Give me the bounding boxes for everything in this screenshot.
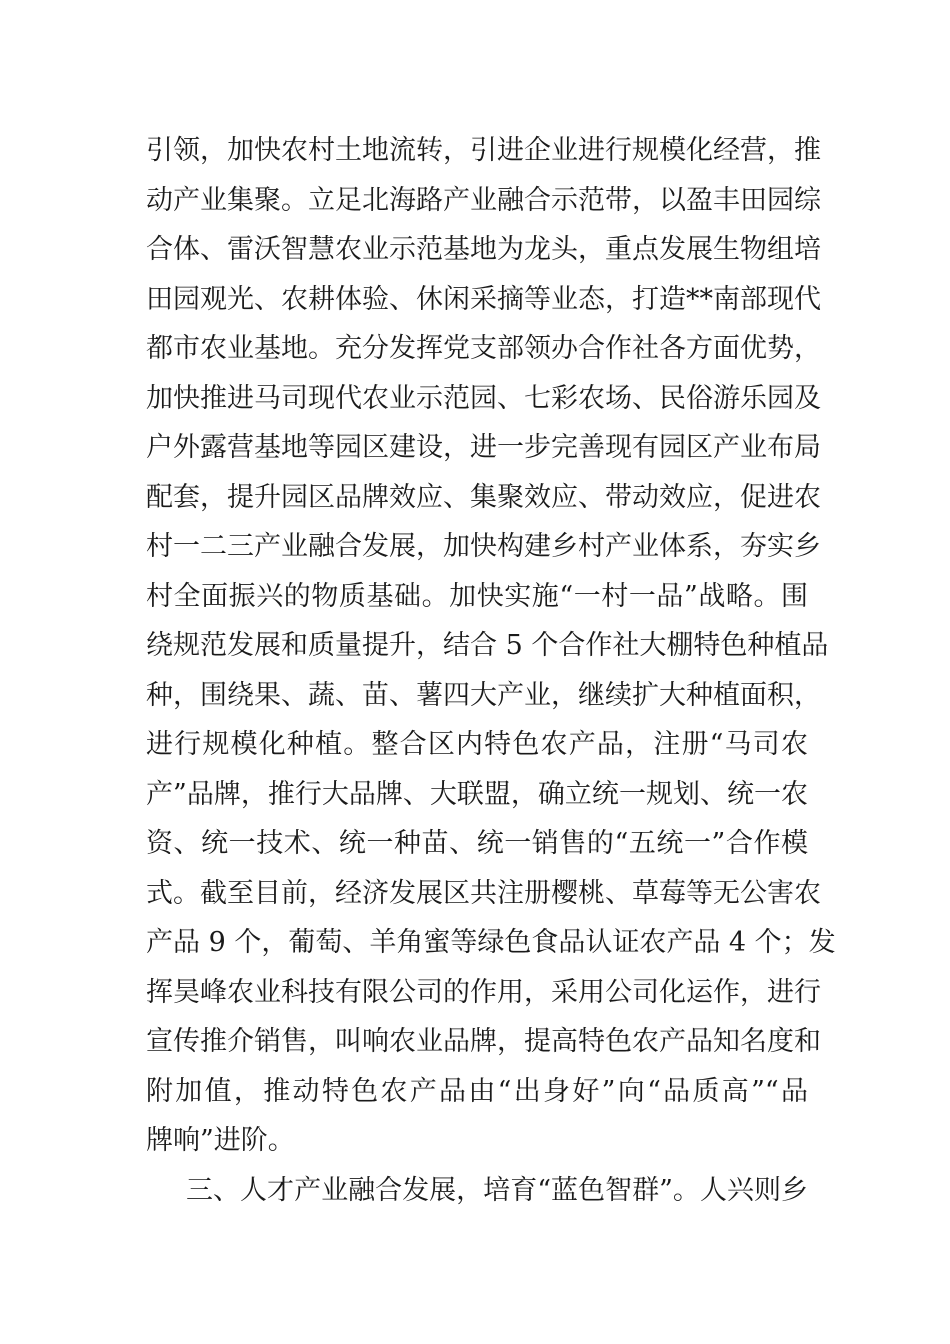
text-line: 种，围绕果、蔬、苗、薯四大产业，继续扩大种植面积， xyxy=(146,679,821,711)
text-line: 宣传推介销售，叫响农业品牌，提高特色农产品知名度和 xyxy=(146,1026,821,1057)
text-line: 引领，加快农村土地流转，引进企业进行规模化经营，推 xyxy=(146,135,821,166)
text-line: 产”品牌，推行大品牌、大联盟，确立统一规划、统一农 xyxy=(146,778,808,810)
text-line: 绕规范发展和质量提升，结合 5 个合作社大棚特色种植品 xyxy=(146,630,829,661)
text-line: 合体、雷沃智慧农业示范基地为龙头，重点发展生物组培 xyxy=(146,234,821,265)
section-heading-line: 三、人才产业融合发展，培育“蓝色智群”。人兴则乡 xyxy=(186,1174,808,1206)
text-line: 产品 9 个，葡萄、羊角蜜等绿色食品认证农产品 4 个；发 xyxy=(146,927,836,958)
text-line: 动产业集聚。立足北海路产业融合示范带，以盈丰田园综 xyxy=(146,184,821,216)
text-line: 牌响”进阶。 xyxy=(146,1125,295,1156)
text-line: 进行规模化种植。整合区内特色农产品，注册“马司农 xyxy=(146,729,808,760)
text-line: 加快推进马司现代农业示范园、七彩农场、民俗游乐园及 xyxy=(146,382,821,414)
text-line: 配套，提升园区品牌效应、集聚效应、带动效应，促进农 xyxy=(146,481,821,513)
text-line: 附加值，推动特色农产品由“出身好”向“品质高”“品 xyxy=(146,1075,808,1107)
text-line: 都市农业基地。充分发挥党支部领办合作社各方面优势， xyxy=(146,333,821,364)
text-line: 资、统一技术、统一种苗、统一销售的“五统一”合作模 xyxy=(146,828,808,859)
text-line: 田园观光、农耕体验、休闲采摘等业态，打造**南部现代 xyxy=(146,283,821,315)
text-line: 式。截至目前，经济发展区共注册樱桃、草莓等无公害农 xyxy=(146,877,821,909)
paragraph-2 xyxy=(146,1166,808,1216)
document-body xyxy=(146,126,836,1215)
text-line: 村全面振兴的物质基础。加快实施“一村一品”战略。围 xyxy=(146,580,808,612)
text-line: 挥昊峰农业科技有限公司的作用，采用公司化运作，进行 xyxy=(146,976,821,1008)
paragraph-1 xyxy=(146,126,836,1166)
text-line: 户外露营基地等园区建设，进一步完善现有园区产业布局 xyxy=(146,432,821,463)
text-line: 村一二三产业融合发展，加快构建乡村产业体系，夯实乡 xyxy=(146,531,821,562)
